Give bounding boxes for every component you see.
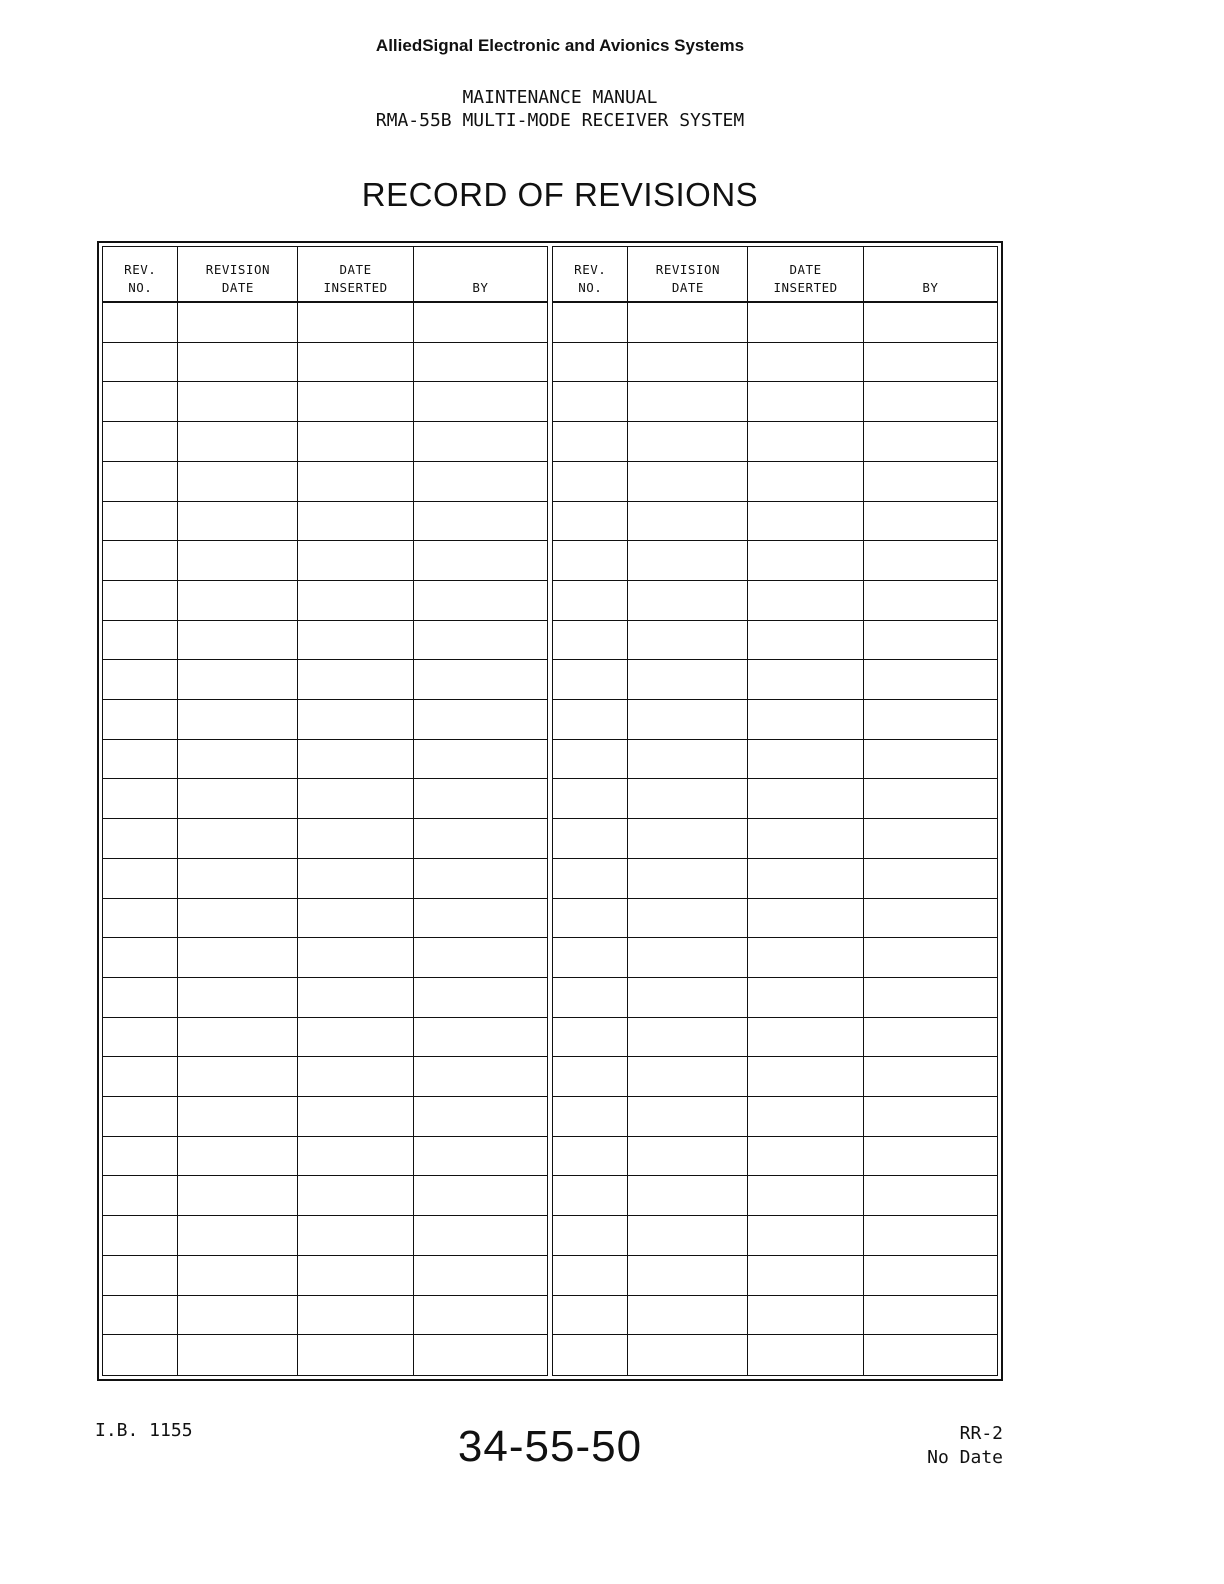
table-cell — [864, 581, 997, 621]
table-cell — [748, 1097, 863, 1137]
table-cell — [414, 1335, 547, 1375]
table-cell — [414, 700, 547, 740]
table-cell — [628, 779, 748, 819]
table-cell — [103, 382, 178, 422]
table-cell — [414, 1097, 547, 1137]
manual-title — [0, 86, 1120, 132]
table-cell — [748, 660, 863, 700]
table-cell — [628, 581, 748, 621]
table-cell — [864, 1216, 997, 1256]
table-cell — [628, 541, 748, 581]
column-header-text: DATE — [221, 280, 254, 295]
table-cell — [178, 502, 298, 542]
column-header-text: INSERTED — [323, 280, 388, 295]
table-cell — [298, 859, 413, 899]
table-cell — [864, 343, 997, 383]
table-cell — [414, 382, 547, 422]
column-header-text: INSERTED — [773, 280, 838, 295]
table-cell — [414, 899, 547, 939]
table-cell — [103, 1018, 178, 1058]
table-cell — [298, 1335, 413, 1375]
revisions-table-right — [552, 246, 998, 1376]
table-cell — [864, 779, 997, 819]
table-cell — [178, 581, 298, 621]
table-cell — [628, 1176, 748, 1216]
table-cell — [178, 1335, 298, 1375]
table-cell — [864, 303, 997, 343]
table-cell — [178, 343, 298, 383]
table-cell — [748, 422, 863, 462]
table-cell — [864, 1256, 997, 1296]
table-cell — [414, 978, 547, 1018]
table-cell — [414, 1216, 547, 1256]
table-cell — [178, 1097, 298, 1137]
table-cell — [628, 303, 748, 343]
footer-chapter-number: 34-55-50 — [457, 1422, 643, 1471]
table-cell — [103, 1335, 178, 1375]
column-header-right-3 — [864, 247, 997, 303]
table-cell — [298, 1137, 413, 1177]
table-cell — [178, 1176, 298, 1216]
table-cell — [414, 343, 547, 383]
table-cell — [178, 700, 298, 740]
table-cell — [178, 740, 298, 780]
table-cell — [414, 819, 547, 859]
table-cell — [628, 819, 748, 859]
table-cell — [748, 700, 863, 740]
table-cell — [864, 859, 997, 899]
footer-page-date: No Date — [927, 1447, 1003, 1468]
table-cell — [553, 700, 628, 740]
table-cell — [748, 343, 863, 383]
table-cell — [553, 343, 628, 383]
column-header-text: DATE — [671, 280, 704, 295]
table-cell — [103, 343, 178, 383]
table-cell — [628, 899, 748, 939]
table-cell — [414, 859, 547, 899]
column-header-text: BY — [472, 280, 489, 295]
table-cell — [748, 303, 863, 343]
footer-page-number: RR-2 — [959, 1423, 1003, 1444]
table-cell — [103, 1216, 178, 1256]
table-cell — [414, 1296, 547, 1336]
table-cell — [628, 1097, 748, 1137]
table-cell — [298, 1296, 413, 1336]
table-cell — [103, 660, 178, 700]
table-cell — [864, 938, 997, 978]
table-cell — [748, 1057, 863, 1097]
table-cell — [553, 1256, 628, 1296]
table-cell — [553, 422, 628, 462]
table-cell — [864, 1296, 997, 1336]
table-cell — [628, 1335, 748, 1375]
table-cell — [628, 1216, 748, 1256]
table-cell — [298, 938, 413, 978]
table-cell — [414, 660, 547, 700]
table-cell — [553, 740, 628, 780]
column-header-left-3 — [414, 247, 547, 303]
table-cell — [103, 502, 178, 542]
table-cell — [628, 1057, 748, 1097]
table-cell — [103, 779, 178, 819]
table-cell — [178, 541, 298, 581]
table-cell — [628, 1256, 748, 1296]
table-cell — [553, 541, 628, 581]
table-cell — [553, 660, 628, 700]
table-cell — [553, 1216, 628, 1256]
column-header-text: REVISION — [205, 262, 271, 277]
table-cell — [178, 1057, 298, 1097]
table-cell — [298, 1097, 413, 1137]
table-cell — [553, 1018, 628, 1058]
table-cell — [178, 779, 298, 819]
table-cell — [628, 1296, 748, 1336]
table-cell — [553, 1335, 628, 1375]
table-cell — [414, 581, 547, 621]
table-cell — [864, 621, 997, 661]
table-cell — [864, 899, 997, 939]
table-cell — [178, 422, 298, 462]
table-cell — [748, 740, 863, 780]
column-header-left-1 — [178, 247, 298, 303]
table-cell — [864, 502, 997, 542]
table-cell — [748, 779, 863, 819]
table-cell — [298, 978, 413, 1018]
manual-title-line-1: MAINTENANCE MANUAL — [462, 87, 658, 108]
table-cell — [103, 859, 178, 899]
table-cell — [628, 621, 748, 661]
table-cell — [298, 1256, 413, 1296]
table-cell — [864, 1018, 997, 1058]
table-cell — [414, 1018, 547, 1058]
column-header-right-1 — [628, 247, 748, 303]
table-cell — [178, 660, 298, 700]
table-cell — [103, 541, 178, 581]
table-cell — [298, 422, 413, 462]
table-cell — [103, 899, 178, 939]
table-cell — [748, 1216, 863, 1256]
table-cell — [298, 1057, 413, 1097]
table-cell — [553, 621, 628, 661]
table-cell — [178, 899, 298, 939]
column-header-text: REV. — [574, 262, 607, 277]
table-cell — [178, 1216, 298, 1256]
table-cell — [864, 660, 997, 700]
table-cell — [103, 700, 178, 740]
footer-document-id: I.B. 1155 — [95, 1420, 193, 1441]
table-cell — [414, 422, 547, 462]
table-cell — [178, 621, 298, 661]
table-cell — [553, 1057, 628, 1097]
table-cell — [864, 422, 997, 462]
table-cell — [103, 303, 178, 343]
table-cell — [864, 1137, 997, 1177]
table-cell — [178, 1137, 298, 1177]
table-cell — [748, 978, 863, 1018]
table-cell — [864, 819, 997, 859]
table-cell — [864, 1057, 997, 1097]
manual-title-line-2: RMA-55B MULTI-MODE RECEIVER SYSTEM — [375, 110, 745, 131]
column-header-left-0 — [103, 247, 178, 303]
table-cell — [298, 700, 413, 740]
table-cell — [298, 1176, 413, 1216]
table-cell — [103, 978, 178, 1018]
table-cell — [103, 621, 178, 661]
table-cell — [553, 1137, 628, 1177]
table-cell — [103, 740, 178, 780]
table-cell — [553, 502, 628, 542]
table-cell — [553, 303, 628, 343]
table-cell — [864, 1176, 997, 1216]
table-cell — [628, 502, 748, 542]
page-title: RECORD OF REVISIONS — [361, 176, 759, 213]
table-cell — [298, 502, 413, 542]
table-cell — [748, 1335, 863, 1375]
table-cell — [628, 660, 748, 700]
table-cell — [628, 978, 748, 1018]
table-cell — [553, 899, 628, 939]
table-cell — [553, 382, 628, 422]
table-cell — [553, 1296, 628, 1336]
table-cell — [298, 581, 413, 621]
table-cell — [178, 978, 298, 1018]
table-cell — [298, 621, 413, 661]
table-cell — [864, 700, 997, 740]
table-cell — [748, 462, 863, 502]
table-cell — [748, 502, 863, 542]
table-cell — [298, 779, 413, 819]
table-cell — [414, 1057, 547, 1097]
table-cell — [103, 422, 178, 462]
table-cell — [748, 859, 863, 899]
column-header-left-2 — [298, 247, 413, 303]
table-cell — [553, 819, 628, 859]
column-header-text: NO. — [128, 280, 153, 295]
column-header-text: DATE — [789, 262, 822, 277]
column-header-text: DATE — [339, 262, 372, 277]
table-cell — [553, 581, 628, 621]
table-cell — [864, 1097, 997, 1137]
table-cell — [414, 303, 547, 343]
table-cell — [414, 779, 547, 819]
table-cell — [178, 1018, 298, 1058]
table-cell — [414, 740, 547, 780]
revisions-table — [97, 241, 1003, 1381]
table-cell — [414, 1137, 547, 1177]
table-cell — [178, 382, 298, 422]
table-cell — [178, 938, 298, 978]
table-cell — [298, 343, 413, 383]
table-cell — [748, 581, 863, 621]
table-cell — [553, 859, 628, 899]
table-cell — [748, 382, 863, 422]
table-cell — [414, 938, 547, 978]
table-cell — [553, 462, 628, 502]
table-cell — [298, 899, 413, 939]
table-cell — [628, 1018, 748, 1058]
column-header-text: BY — [922, 280, 939, 295]
table-cell — [628, 382, 748, 422]
table-cell — [864, 382, 997, 422]
table-cell — [298, 303, 413, 343]
table-cell — [103, 1256, 178, 1296]
table-cell — [298, 1018, 413, 1058]
table-cell — [864, 541, 997, 581]
table-cell — [628, 938, 748, 978]
table-cell — [298, 462, 413, 502]
table-cell — [298, 819, 413, 859]
table-cell — [103, 1097, 178, 1137]
table-cell — [553, 978, 628, 1018]
table-cell — [103, 938, 178, 978]
table-cell — [414, 502, 547, 542]
table-cell — [748, 1256, 863, 1296]
table-cell — [103, 1176, 178, 1216]
table-cell — [748, 1176, 863, 1216]
table-cell — [414, 541, 547, 581]
table-cell — [864, 1335, 997, 1375]
table-cell — [414, 621, 547, 661]
table-cell — [628, 859, 748, 899]
table-cell — [628, 422, 748, 462]
table-cell — [178, 462, 298, 502]
table-cell — [748, 819, 863, 859]
column-header-text: REV. — [124, 262, 157, 277]
table-cell — [103, 581, 178, 621]
table-cell — [298, 382, 413, 422]
footer-page-info — [927, 1422, 1003, 1470]
table-cell — [748, 899, 863, 939]
table-cell — [748, 938, 863, 978]
table-cell — [748, 541, 863, 581]
table-cell — [103, 1057, 178, 1097]
table-cell — [748, 1018, 863, 1058]
table-cell — [178, 1256, 298, 1296]
column-header-text: REVISION — [655, 262, 721, 277]
table-cell — [178, 303, 298, 343]
table-cell — [103, 462, 178, 502]
table-cell — [178, 859, 298, 899]
column-header-right-2 — [748, 247, 863, 303]
table-cell — [748, 1137, 863, 1177]
table-cell — [748, 621, 863, 661]
table-cell — [553, 1097, 628, 1137]
table-cell — [298, 660, 413, 700]
table-cell — [298, 740, 413, 780]
company-name: AlliedSignal Electronic and Avionics Systems — [375, 36, 745, 55]
table-cell — [103, 1296, 178, 1336]
table-cell — [298, 1216, 413, 1256]
column-header-right-0 — [553, 247, 628, 303]
table-cell — [178, 1296, 298, 1336]
table-cell — [628, 1137, 748, 1177]
table-cell — [553, 779, 628, 819]
table-cell — [628, 740, 748, 780]
revisions-table-left — [102, 246, 548, 1376]
table-cell — [628, 700, 748, 740]
table-cell — [414, 1256, 547, 1296]
table-cell — [864, 740, 997, 780]
table-cell — [864, 978, 997, 1018]
table-cell — [748, 1296, 863, 1336]
table-cell — [628, 462, 748, 502]
table-cell — [298, 541, 413, 581]
table-cell — [103, 819, 178, 859]
table-cell — [103, 1137, 178, 1177]
table-cell — [178, 819, 298, 859]
table-cell — [553, 938, 628, 978]
column-header-text: NO. — [578, 280, 603, 295]
table-cell — [553, 1176, 628, 1216]
table-cell — [864, 462, 997, 502]
table-cell — [414, 1176, 547, 1216]
table-cell — [414, 462, 547, 502]
table-cell — [628, 343, 748, 383]
